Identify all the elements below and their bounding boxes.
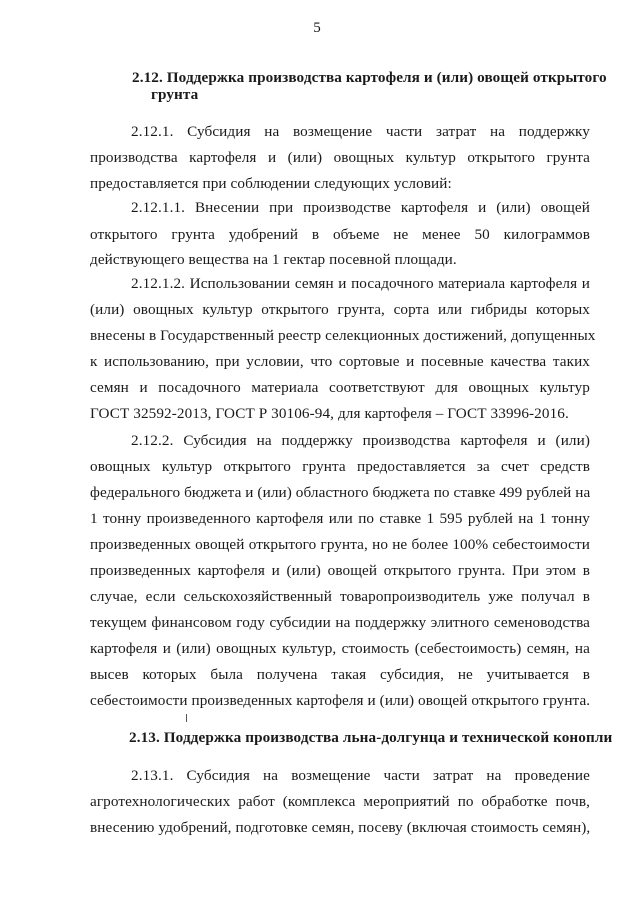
paragraph-2-13-1-line-3: внесению удобрений, подготовке семян, посеву (включая стоимость семян), (90, 819, 591, 836)
paragraph-2-12-2-line-8: текущем финансовом году субсидии на поддержку элитного семеноводства (90, 614, 590, 631)
paragraph-2-12-2-line-3: федерального бюджета и (или) областного бюджета по ставке 499 рублей на (90, 484, 591, 501)
paragraph-2-12-1-2-line-1: 2.12.1.2. Использовании семян и посадочного материала картофеля и (131, 275, 590, 292)
paragraph-2-12-1-line-3: предоставляется при соблюдении следующих условий: (90, 175, 452, 192)
paragraph-2-12-2-line-10: высев которых была получена такая субсидия, не учитывается в (90, 666, 590, 683)
paragraph-2-13-1-line-1: 2.13.1. Субсидия на возмещение части затрат на проведение (131, 767, 590, 784)
paragraph-2-12-2-line-1: 2.12.2. Субсидия на поддержку производства картофеля и (или) (131, 432, 590, 449)
paragraph-2-12-1-2-line-2: (или) овощных культур открытого грунта, сорта или гибриды которых (90, 301, 590, 318)
paragraph-2-12-1-1-line-3: действующего вещества на 1 гектар посевной площади. (90, 251, 457, 268)
paragraph-2-13-1-line-2: агротехнологических работ (комплекса мероприятий по обработке почв, (90, 793, 590, 810)
paragraph-2-12-1-1-line-1: 2.12.1.1. Внесении при производстве картофеля и (или) овощей (131, 199, 590, 216)
paragraph-2-12-2-line-4: 1 тонну произведенного картофеля или по ставке 1 595 рублей на 1 тонну (90, 510, 590, 527)
paragraph-2-12-2-line-11: себестоимости произведенных картофеля и (или) овощей открытого грунта. (90, 692, 591, 709)
paragraph-2-12-2-line-7: случае, если сельскохозяйственный товаропроизводитель уже получал в (90, 588, 590, 605)
paragraph-2-12-1-2-line-3: внесены в Государственный реестр селекционных достижений, допущенных (90, 327, 596, 344)
paragraph-2-12-1-line-1: 2.12.1. Субсидия на возмещение части затрат на поддержку (131, 123, 590, 140)
paragraph-2-12-1-line-2: производства картофеля и (или) овощных культур открытого грунта (90, 149, 590, 166)
paragraph-2-12-2-line-9: картофеля и (или) овощных культур, стоимость (себестоимость) семян, на (90, 640, 590, 657)
page-number: 5 (313, 20, 321, 36)
section-heading-2-13: 2.13. Поддержка производства льна-долгунца и технической конопли (129, 729, 613, 746)
scan-artifact (186, 714, 187, 722)
paragraph-2-12-2-line-6: произведенных картофеля и (или) овощей открытого грунта. При этом в (90, 562, 590, 579)
paragraph-2-12-1-1-line-2: открытого грунта удобрений в объеме не менее 50 килограммов (90, 226, 590, 243)
paragraph-2-12-2-line-5: произведенных овощей открытого грунта, но не более 100% себестоимости (90, 536, 590, 553)
section-heading-2-12-line-2: грунта (151, 86, 199, 103)
section-heading-2-12-line-1: 2.12. Поддержка производства картофеля и (или) овощей открытого (132, 69, 607, 86)
paragraph-2-12-2-line-2: овощных культур открытого грунта предоставляется за счет средств (90, 458, 590, 475)
paragraph-2-12-1-2-line-4: к использованию, при условии, что сортовые и посевные качества таких (90, 353, 590, 370)
paragraph-2-12-1-2-line-6: ГОСТ 32592-2013, ГОСТ Р 30106-94, для картофеля – ГОСТ 33996-2016. (90, 405, 569, 422)
paragraph-2-12-1-2-line-5: семян и посадочного материала соответствуют для овощных культур (90, 379, 590, 396)
